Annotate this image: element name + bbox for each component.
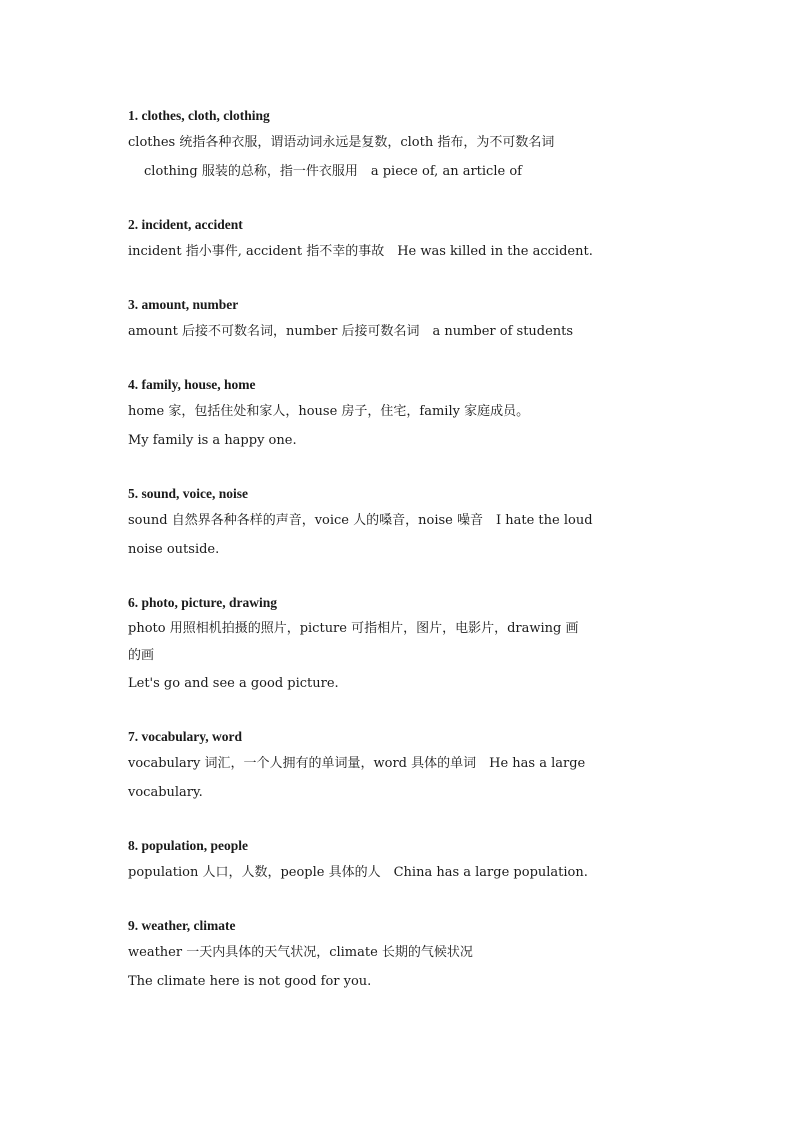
document-page — [128, 104, 668, 1023]
entry-text-line: noise outside. — [128, 542, 220, 557]
entry-sound — [128, 482, 668, 564]
entry-text-line: amount 后接不可数名词，number 后接可数名词 a number of students — [128, 324, 574, 339]
entry-heading: 7. vocabulary, word — [128, 729, 243, 744]
entry-heading: 5. sound, voice, noise — [128, 486, 249, 501]
entry-population — [128, 834, 668, 887]
entry-text-line: population 人口，人数，people 具体的人 China has a large population. — [128, 865, 588, 880]
entry-family — [128, 373, 668, 455]
entry-amount — [128, 293, 668, 346]
entry-text-line: vocabulary 词汇，一个人拥有的单词量，word 具体的单词 He has a large — [128, 756, 586, 771]
entry-text-line: incident 指小事件, accident 指不幸的事故 He was killed in the accident. — [128, 244, 593, 259]
entry-example-sentence: My family is a happy one. — [128, 433, 297, 448]
entry-text-line: 的画 — [128, 648, 155, 663]
entry-clothes — [128, 104, 668, 186]
entry-heading: 3. amount, number — [128, 297, 239, 312]
entry-weather — [128, 914, 668, 996]
entry-photo — [128, 591, 668, 698]
entry-text-line: home 家，包括住处和家人，house 房子，住宅，family 家庭成员。 — [128, 404, 530, 419]
entry-incident — [128, 213, 668, 266]
entry-text-line: vocabulary. — [128, 785, 203, 800]
entry-heading: 4. family, house, home — [128, 377, 256, 392]
entry-text-line: photo 用照相机拍摄的照片，picture 可指相片，图片，电影片，drawing 画 — [128, 621, 579, 636]
entry-text-line: clothes 统指各种衣服，谓语动词永远是复数，cloth 指布，为不可数名词 — [128, 135, 555, 150]
entry-vocabulary — [128, 725, 668, 807]
entry-heading: 6. photo, picture, drawing — [128, 595, 278, 610]
entry-text-line: sound 自然界各种各样的声音，voice 人的嗓音，noise 噪音 I hate the loud — [128, 513, 593, 528]
entry-example-sentence: The climate here is not good for you. — [128, 974, 372, 989]
entry-text-line: clothing 服装的总称，指一件衣服用 a piece of, an article of — [144, 164, 522, 179]
entry-heading: 2. incident, accident — [128, 217, 243, 232]
entry-heading: 9. weather, climate — [128, 918, 236, 933]
entry-heading: 1. clothes, cloth, clothing — [128, 108, 270, 123]
entry-example-sentence: Let's go and see a good picture. — [128, 676, 339, 691]
entry-text-line: weather 一天内具体的天气状况，climate 长期的气候状况 — [128, 945, 473, 960]
entry-heading: 8. population, people — [128, 838, 249, 853]
